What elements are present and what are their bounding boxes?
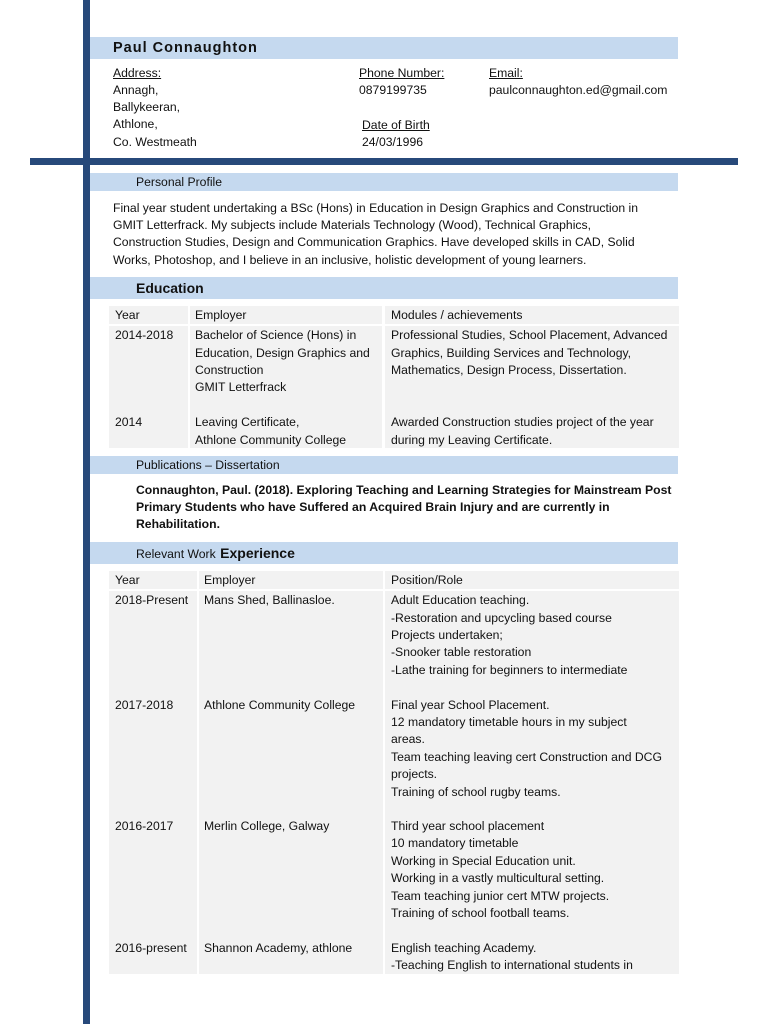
experience-detail-line: Working in Special Education unit. xyxy=(391,854,576,868)
profile-line: GMIT Letterfrack. My subjects include Materials Technology (Wood), Technical Graphics, xyxy=(113,218,591,232)
experience-detail-line: Team teaching junior cert MTW projects. xyxy=(391,889,610,903)
email-value: paulconnaughton.ed@gmail.com xyxy=(489,83,668,97)
education-employer-line: Leaving Certificate, xyxy=(195,415,300,429)
education-employer-line: Education, Design Graphics and xyxy=(195,346,370,360)
candidate-name: Paul Connaughton xyxy=(113,40,258,56)
experience-detail-line: Training of school rugby teams. xyxy=(391,785,561,799)
education-col-year: Year xyxy=(115,308,140,322)
education-detail-line: Awarded Construction studies project of the year xyxy=(391,415,654,429)
experience-heading-big: Experience xyxy=(220,545,295,561)
experience-employer: Merlin College, Galway xyxy=(204,819,330,833)
phone-value: 0879199735 xyxy=(359,83,427,97)
education-heading: Education xyxy=(136,280,204,296)
experience-row-cell xyxy=(109,591,197,974)
experience-year: 2017-2018 xyxy=(115,698,174,712)
profile-line: Final year student undertaking a BSc (Hons) in Education in Design Graphics and Construction in xyxy=(113,201,639,215)
experience-detail-line: -Snooker table restoration xyxy=(391,645,532,659)
education-detail-line: Mathematics, Design Process, Dissertation. xyxy=(391,363,627,377)
experience-detail-line: Team teaching leaving cert Construction and DCG xyxy=(391,750,662,764)
profile-line: Works, Photoshop, and I believe in an inclusive, holistic development of young learners. xyxy=(113,253,587,267)
profile-line: Construction Studies, Design and Communication Graphics. Have developed skills in CAD, Solid xyxy=(113,235,635,249)
experience-detail-line: 12 mandatory timetable hours in my subject xyxy=(391,715,627,729)
publication-line: Primary Students who have Suffered an Acquired Brain Injury and are currently in xyxy=(136,500,610,514)
experience-detail-line: Adult Education teaching. xyxy=(391,593,530,607)
experience-employer: Shannon Academy, athlone xyxy=(204,941,353,955)
publication-line: Rehabilitation. xyxy=(136,517,220,531)
experience-detail-line: English teaching Academy. xyxy=(391,941,537,955)
address-label: Address: xyxy=(113,66,162,80)
experience-detail-line: Final year School Placement. xyxy=(391,698,550,712)
experience-detail-line: Third year school placement xyxy=(391,819,545,833)
dob-label: Date of Birth xyxy=(362,118,430,132)
dob-value: 24/03/1996 xyxy=(362,135,423,149)
education-year: 2014 xyxy=(115,415,143,429)
education-col-employer: Employer xyxy=(195,308,247,322)
experience-employer: Mans Shed, Ballinasloe. xyxy=(204,593,335,607)
address-line: Ballykeeran, xyxy=(113,100,181,114)
education-employer-line: Construction xyxy=(195,363,264,377)
address-line: Athlone, xyxy=(113,117,158,131)
experience-detail-line: -Teaching English to international students in xyxy=(391,958,633,972)
experience-heading xyxy=(136,544,295,563)
education-year: 2014-2018 xyxy=(115,328,174,342)
left-accent-bar xyxy=(83,0,90,1024)
address-line: Annagh, xyxy=(113,83,159,97)
education-employer-line: Bachelor of Science (Hons) in xyxy=(195,328,357,342)
education-employer-line: GMIT Letterfrack xyxy=(195,380,287,394)
experience-row-cell xyxy=(199,591,383,974)
experience-col-year: Year xyxy=(115,573,140,587)
experience-employer: Athlone Community College xyxy=(204,698,356,712)
experience-col-position: Position/Role xyxy=(391,573,463,587)
experience-heading-small: Relevant Work xyxy=(136,547,216,561)
experience-detail-line: -Lathe training for beginners to intermediate xyxy=(391,663,628,677)
header-divider-bar xyxy=(30,158,738,165)
publication-line: Connaughton, Paul. (2018). Exploring Teaching and Learning Strategies for Mainstream Post xyxy=(136,483,672,497)
profile-heading: Personal Profile xyxy=(136,175,223,189)
address-line: Co. Westmeath xyxy=(113,135,197,149)
experience-year: 2016-present xyxy=(115,941,187,955)
experience-year: 2016-2017 xyxy=(115,819,174,833)
experience-col-employer: Employer xyxy=(204,573,256,587)
experience-detail-line: 10 mandatory timetable xyxy=(391,836,519,850)
education-employer-line: Athlone Community College xyxy=(195,433,347,447)
phone-label: Phone Number: xyxy=(359,66,445,80)
publications-heading: Publications – Dissertation xyxy=(136,458,280,472)
experience-year: 2018-Present xyxy=(115,593,189,607)
experience-detail-line: areas. xyxy=(391,732,425,746)
experience-detail-line: -Restoration and upcycling based course xyxy=(391,611,612,625)
education-detail-line: during my Leaving Certificate. xyxy=(391,433,553,447)
experience-detail-line: Training of school football teams. xyxy=(391,906,570,920)
education-detail-line: Graphics, Building Services and Technology, xyxy=(391,346,632,360)
email-label: Email: xyxy=(489,66,523,80)
education-col-modules: Modules / achievements xyxy=(391,308,523,322)
education-detail-line: Professional Studies, School Placement, Advanced xyxy=(391,328,668,342)
experience-detail-line: projects. xyxy=(391,767,438,781)
experience-detail-line: Projects undertaken; xyxy=(391,628,503,642)
experience-detail-line: Working in a vastly multicultural setting. xyxy=(391,871,605,885)
